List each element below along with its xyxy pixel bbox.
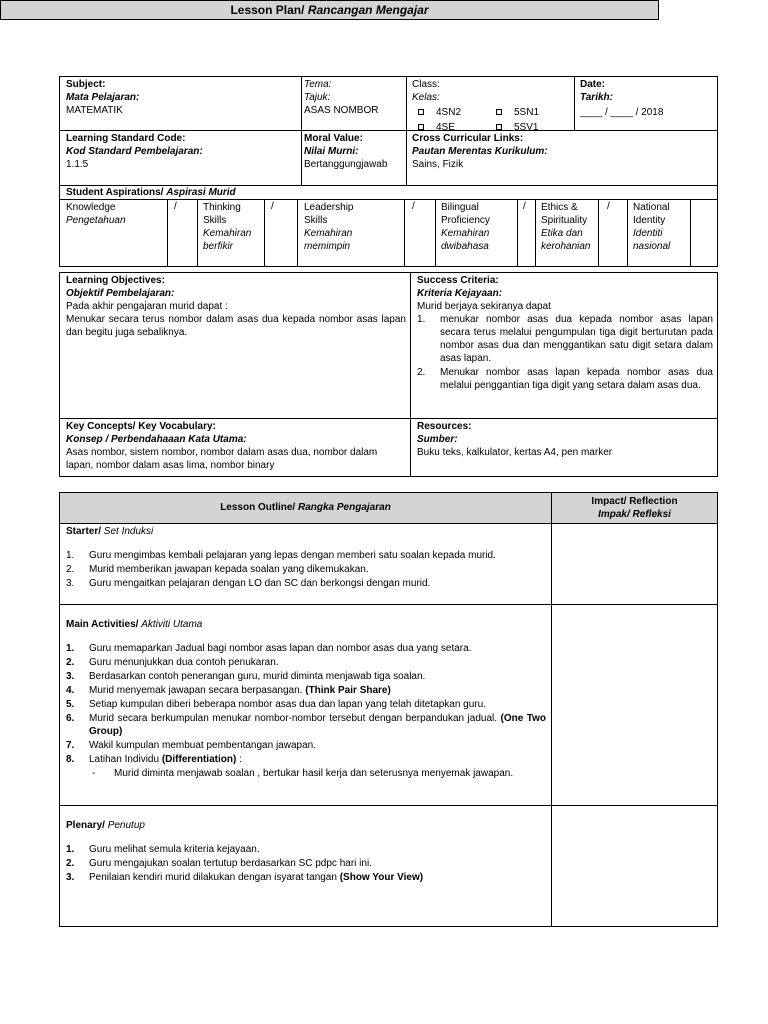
aspiration-my: Identiti nasional <box>633 228 671 252</box>
concepts-text: Asas nombor, sistem nombor, nombor dalam asas dua, nombor dalam lapan, nombor dalam asas lima, nombor binary <box>66 447 378 471</box>
subject-cell <box>66 78 139 117</box>
outline-head-en: Lesson Outline/ <box>220 502 296 513</box>
success-label-my: Kriteria Kejayaan: <box>417 288 503 299</box>
aspiration-my: Kemahiran memimpin <box>304 228 353 252</box>
starter-section <box>66 525 546 591</box>
list-item <box>66 753 546 766</box>
aspiration-mark[interactable]: / <box>412 201 415 212</box>
class-option-5sn1[interactable] <box>496 106 539 119</box>
date-value[interactable]: ____ / ____ / 2018 <box>580 107 664 118</box>
list-item <box>66 577 546 590</box>
outline-head-my: Rangka Pengajaran <box>297 502 391 513</box>
class-cell <box>412 78 572 138</box>
kelas-label: Kelas: <box>412 92 440 103</box>
objectives-cell <box>66 274 406 339</box>
aspiration-mark[interactable]: / <box>271 201 274 212</box>
aspiration-en: Ethics & Spirituality <box>541 202 588 226</box>
lsc-label: Learning Standard Code: <box>66 133 186 144</box>
list-text: Penilaian kendiri murid dilakukan dengan isyarat tangan <box>89 872 337 883</box>
aspiration-my: Etika dan kerohanian <box>541 228 591 252</box>
list-text: Guru melihat semula kriteria kejayaan. <box>89 844 260 855</box>
list-item <box>66 670 546 683</box>
date-cell <box>580 78 663 119</box>
class-label: Class: <box>412 79 440 90</box>
list-number: 1. <box>66 550 75 561</box>
subject-label-my: Mata Pelajaran: <box>66 92 140 103</box>
resources-cell <box>417 420 713 459</box>
aspiration-en: Leadership Skills <box>304 202 354 226</box>
objectives-label: Learning Objectives: <box>66 275 165 286</box>
concepts-cell <box>66 420 406 472</box>
ccl-label: Cross Curricular Links: <box>412 133 524 144</box>
moral-cell <box>304 132 387 171</box>
aspiration-mark[interactable]: / <box>174 201 177 212</box>
aspirations-label-my: Aspirasi Murid <box>166 187 236 198</box>
list-item <box>66 857 546 870</box>
aspiration-my: Kemahiran dwibahasa <box>441 228 490 252</box>
date-label: Date: <box>580 79 606 90</box>
aspiration-en: Bilingual Proficiency <box>441 202 490 226</box>
list-item <box>66 739 546 752</box>
list-text: Guru menunjukkan dua contoh penukaran. <box>89 657 279 668</box>
class-5sn1-label: 5SN1 <box>514 107 540 118</box>
list-text: Latihan Individu <box>89 754 160 765</box>
resources-label-my: Sumber: <box>417 434 458 445</box>
starter-label <box>66 525 546 538</box>
list-number: 5. <box>66 699 75 710</box>
title-main: Lesson Plan/ <box>230 3 305 17</box>
list-bold: (Show Your View) <box>339 872 424 883</box>
aspiration-national <box>633 201 688 253</box>
list-text: menukar nombor asas dua kepada nombor asas lapan secara terus melalui pengumpulan tiga digit berturutan pada nombor asas dua dan menggantikan satu digit setara dalam asas lapan. <box>440 314 713 364</box>
list-number: 2. <box>66 858 75 869</box>
aspiration-en: Thinking Skills <box>203 202 241 226</box>
tarikh-label: Tarikh: <box>580 92 613 103</box>
starter-label-en: Starter/ <box>66 526 102 537</box>
lsc-value: 1.1.5 <box>66 159 89 170</box>
plenary-label-my: Penutup <box>107 820 145 831</box>
dash-icon: - <box>92 768 96 779</box>
main-label <box>66 618 546 631</box>
checkbox-icon <box>496 124 502 130</box>
list-number: 6. <box>66 713 75 724</box>
list-item <box>66 843 546 856</box>
list-item <box>66 698 546 711</box>
tajuk-label: Tajuk: <box>304 92 331 103</box>
impact-my: Impak/ Refleksi <box>598 509 671 520</box>
objectives-text: Menukar secara terus nombor dalam asas dua kepada nombor asas lapan dan begitu juga sebaliknya. <box>66 314 406 338</box>
aspiration-leadership <box>304 201 364 253</box>
class-option-4sn2[interactable] <box>418 106 461 119</box>
main-section <box>66 618 546 780</box>
sub-text: Murid diminta menjawab soalan , bertukar hasil kerja dan seterusnya menyemak jawapan. <box>114 768 514 779</box>
list-text: Menukar nombor asas lapan kepada nombor asas dua melalui penggantian tiga digit yang setara dalam asas dua. <box>440 367 713 391</box>
list-text: Murid menyemak jawapan secara berpasangan. <box>89 685 303 696</box>
list-text: Murid memberikan jawapan kepada soalan yang dikemukakan. <box>89 564 369 575</box>
list-text: Guru mengaitkan pelajaran dengan LO dan SC dan berkongsi dengan murid. <box>89 578 431 589</box>
aspiration-mark[interactable]: / <box>523 201 526 212</box>
moral-value: Bertanggungjawab <box>304 159 388 170</box>
list-item <box>417 366 713 392</box>
tema-cell <box>304 78 378 117</box>
lsc-cell <box>66 132 203 171</box>
checkbox-icon <box>418 109 424 115</box>
plenary-section <box>66 819 546 885</box>
list-item <box>417 313 713 365</box>
list-text: Guru mengajukan soalan tertutup berdasarkan SC pdpc hari ini. <box>89 858 372 869</box>
outline-head <box>60 501 551 514</box>
list-number: 3. <box>66 872 75 883</box>
aspiration-thinking <box>203 201 263 253</box>
checkbox-icon <box>496 109 502 115</box>
plenary-label <box>66 819 546 832</box>
class-4se-label: 4SE <box>436 122 455 133</box>
aspiration-knowledge <box>66 201 166 227</box>
list-text: Guru memaparkan Jadual bagi nombor asas lapan dan nombor asas dua yang setara. <box>89 643 472 654</box>
list-number: 2. <box>66 564 75 575</box>
list-text: Murid secara berkumpulan menukar nombor-nombor tersebut dengan berpandukan jadual. <box>89 713 498 724</box>
ccl-value: Sains, Fizik <box>412 159 464 170</box>
list-bold: (Think Pair Share) <box>305 685 391 696</box>
aspiration-bilingual <box>441 201 515 253</box>
aspirations-label-en: Student Aspirations/ <box>66 187 164 198</box>
impact-en: Impact/ Reflection <box>591 496 678 507</box>
ccl-cell <box>412 132 548 171</box>
list-bold: (Differentiation) <box>161 754 237 765</box>
list-item <box>66 656 546 669</box>
objectives-label-my: Objektif Pembelajaran: <box>66 288 175 299</box>
list-number: 4. <box>66 685 75 696</box>
aspiration-en: Knowledge <box>66 202 116 213</box>
success-cell <box>417 274 713 393</box>
title-italic: Rancangan Mengajar <box>307 3 429 17</box>
list-number: 1. <box>66 643 75 654</box>
list-item <box>66 712 546 738</box>
tajuk-value: ASAS NOMBOR <box>304 105 379 116</box>
aspiration-my: Kemahiran berfikir <box>203 228 252 252</box>
list-number: 3. <box>66 671 75 682</box>
tema-label: Tema: <box>304 79 332 90</box>
subject-value: MATEMATIK <box>66 105 123 116</box>
impact-head <box>552 495 717 521</box>
list-text: Setiap kumpulan diberi beberapa nombor asas dua dan lapan yang telah ditetapkan guru. <box>89 699 486 710</box>
list-number: 7. <box>66 740 75 751</box>
main-label-my: Aktiviti Utama <box>141 619 203 630</box>
moral-label-my: Nilai Murni: <box>304 146 359 157</box>
aspiration-mark[interactable]: / <box>607 201 610 212</box>
list-text: Berdasarkan contoh penerangan guru, murid diminta menjawab tiga soalan. <box>89 671 426 682</box>
list-item <box>66 563 546 576</box>
list-number: 3. <box>66 578 75 589</box>
concepts-label-my: Konsep / Perbendahaaan Kata Utama: <box>66 434 247 445</box>
objectives-intro: Pada akhir pengajaran murid dapat : <box>66 301 228 312</box>
aspiration-en: National Identity <box>633 202 670 226</box>
aspiration-my: Pengetahuan <box>66 215 126 226</box>
list-text: Wakil kumpulan membuat pembentangan jawapan. <box>89 740 316 751</box>
starter-label-my: Set Induksi <box>103 526 154 537</box>
class-5sv1-label: 5SV1 <box>514 122 539 133</box>
list-number: 1. <box>66 844 75 855</box>
plenary-label-en: Plenary/ <box>66 820 105 831</box>
list-item <box>66 684 546 697</box>
aspirations-label <box>66 186 236 199</box>
subject-label: Subject: <box>66 79 106 90</box>
ccl-label-my: Pautan Merentas Kurikulum: <box>412 146 548 157</box>
lsc-label-my: Kod Standard Pembelajaran: <box>66 146 203 157</box>
success-intro: Murid berjaya sekiranya dapat <box>417 301 551 312</box>
moral-label: Moral Value: <box>304 133 363 144</box>
list-number: 8. <box>66 754 75 765</box>
aspiration-ethics <box>541 201 597 253</box>
list-number: 1. <box>417 314 426 325</box>
list-after: : <box>236 754 242 765</box>
checkbox-icon <box>418 124 424 130</box>
concepts-label: Key Concepts/ Key Vocabulary: <box>66 421 216 432</box>
class-4sn2-label: 4SN2 <box>436 107 462 118</box>
list-number: 2. <box>417 367 426 378</box>
sub-item <box>66 767 546 780</box>
list-item <box>66 642 546 655</box>
main-label-en: Main Activities/ <box>66 619 139 630</box>
list-text: Guru mengimbas kembali pelajaran yang lepas dengan memberi satu soalan kepada murid. <box>89 550 496 561</box>
list-item <box>66 549 546 562</box>
resources-text: Buku teks, kalkulator, kertas A4, pen marker <box>417 447 613 458</box>
list-bold: (One Two Group) <box>89 713 547 737</box>
page-title <box>0 0 659 20</box>
success-label: Success Criteria: <box>417 275 499 286</box>
list-item <box>66 871 546 884</box>
list-number: 2. <box>66 657 75 668</box>
resources-label: Resources: <box>417 421 472 432</box>
